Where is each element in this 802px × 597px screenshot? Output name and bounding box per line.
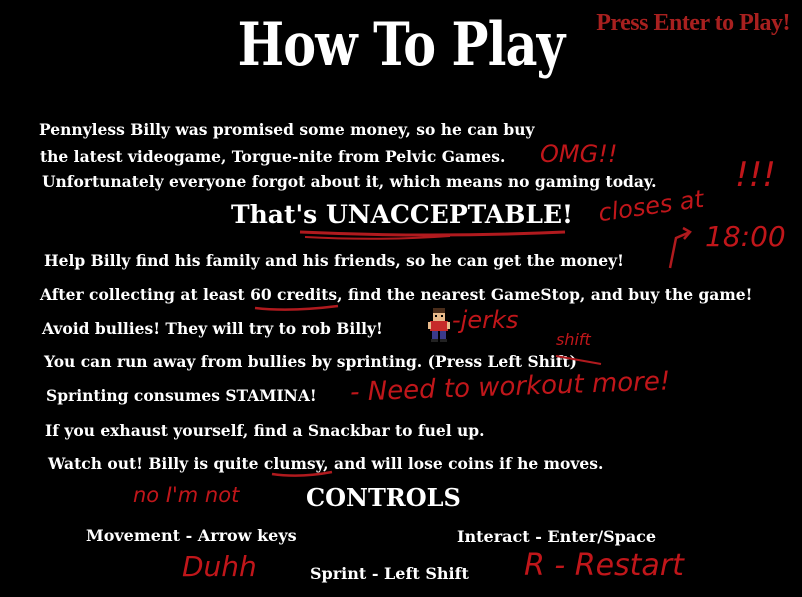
shift-strike xyxy=(556,356,601,364)
rule-clumsy: Watch out! Billy is quite clumsy, and will lose coins if he moves. xyxy=(48,454,604,473)
clumsy-underline xyxy=(272,472,332,476)
billy-sprite xyxy=(428,308,450,342)
restart-scribble: R - Restart xyxy=(524,548,684,583)
page-title: How To Play xyxy=(237,10,565,80)
control-sprint: Sprint - Left Shift xyxy=(310,564,469,583)
exclaim-scribble: !!! xyxy=(735,155,776,195)
intro-line-1: Pennyless Billy was promised some money, so he can buy xyxy=(39,120,535,139)
rule-collect-credits: After collecting at least 60 credits, find the nearest GameStop, and buy the game! xyxy=(40,285,753,304)
intro-line-2: the latest videogame, Torgue-nite from Pelvic Games. xyxy=(40,147,506,166)
not-clumsy-scribble: no I'm not xyxy=(133,483,240,507)
credits-underline xyxy=(255,306,338,310)
workout-scribble: - Need to workout more! xyxy=(349,366,671,408)
control-movement: Movement - Arrow keys xyxy=(86,526,297,545)
rule-find-family: Help Billy find his family and his friends, so he can get the money! xyxy=(44,251,624,270)
omg-scribble: OMG!! xyxy=(540,140,618,168)
unacceptable-heading: That's UNACCEPTABLE! xyxy=(230,200,574,229)
shift-correction-scribble: shift xyxy=(556,330,591,349)
control-interact: Interact - Enter/Space xyxy=(457,527,657,546)
unacceptable-underline-2 xyxy=(305,236,450,239)
controls-heading: CONTROLS xyxy=(306,483,461,512)
time-scribble: 18:00 xyxy=(705,220,786,253)
rule-stamina: Sprinting consumes STAMINA! xyxy=(46,386,317,405)
rule-snackbar: If you exhaust yourself, find a Snackbar to fuel up. xyxy=(45,421,485,440)
unacceptable-underline xyxy=(300,232,565,235)
rule-avoid-bullies: Avoid bullies! They will try to rob Billy! xyxy=(42,319,383,338)
closes-at-scribble: closes at xyxy=(596,184,706,228)
press-enter-prompt[interactable]: Press Enter to Play! xyxy=(596,10,790,36)
duhh-scribble: Duhh xyxy=(182,550,257,583)
rule-sprint: You can run away from bullies by sprinting. (Press Left Shift) xyxy=(44,352,577,371)
intro-line-3: Unfortunately everyone forgot about it, which means no gaming today. xyxy=(42,172,657,191)
jerks-scribble: -jerks xyxy=(452,306,519,334)
